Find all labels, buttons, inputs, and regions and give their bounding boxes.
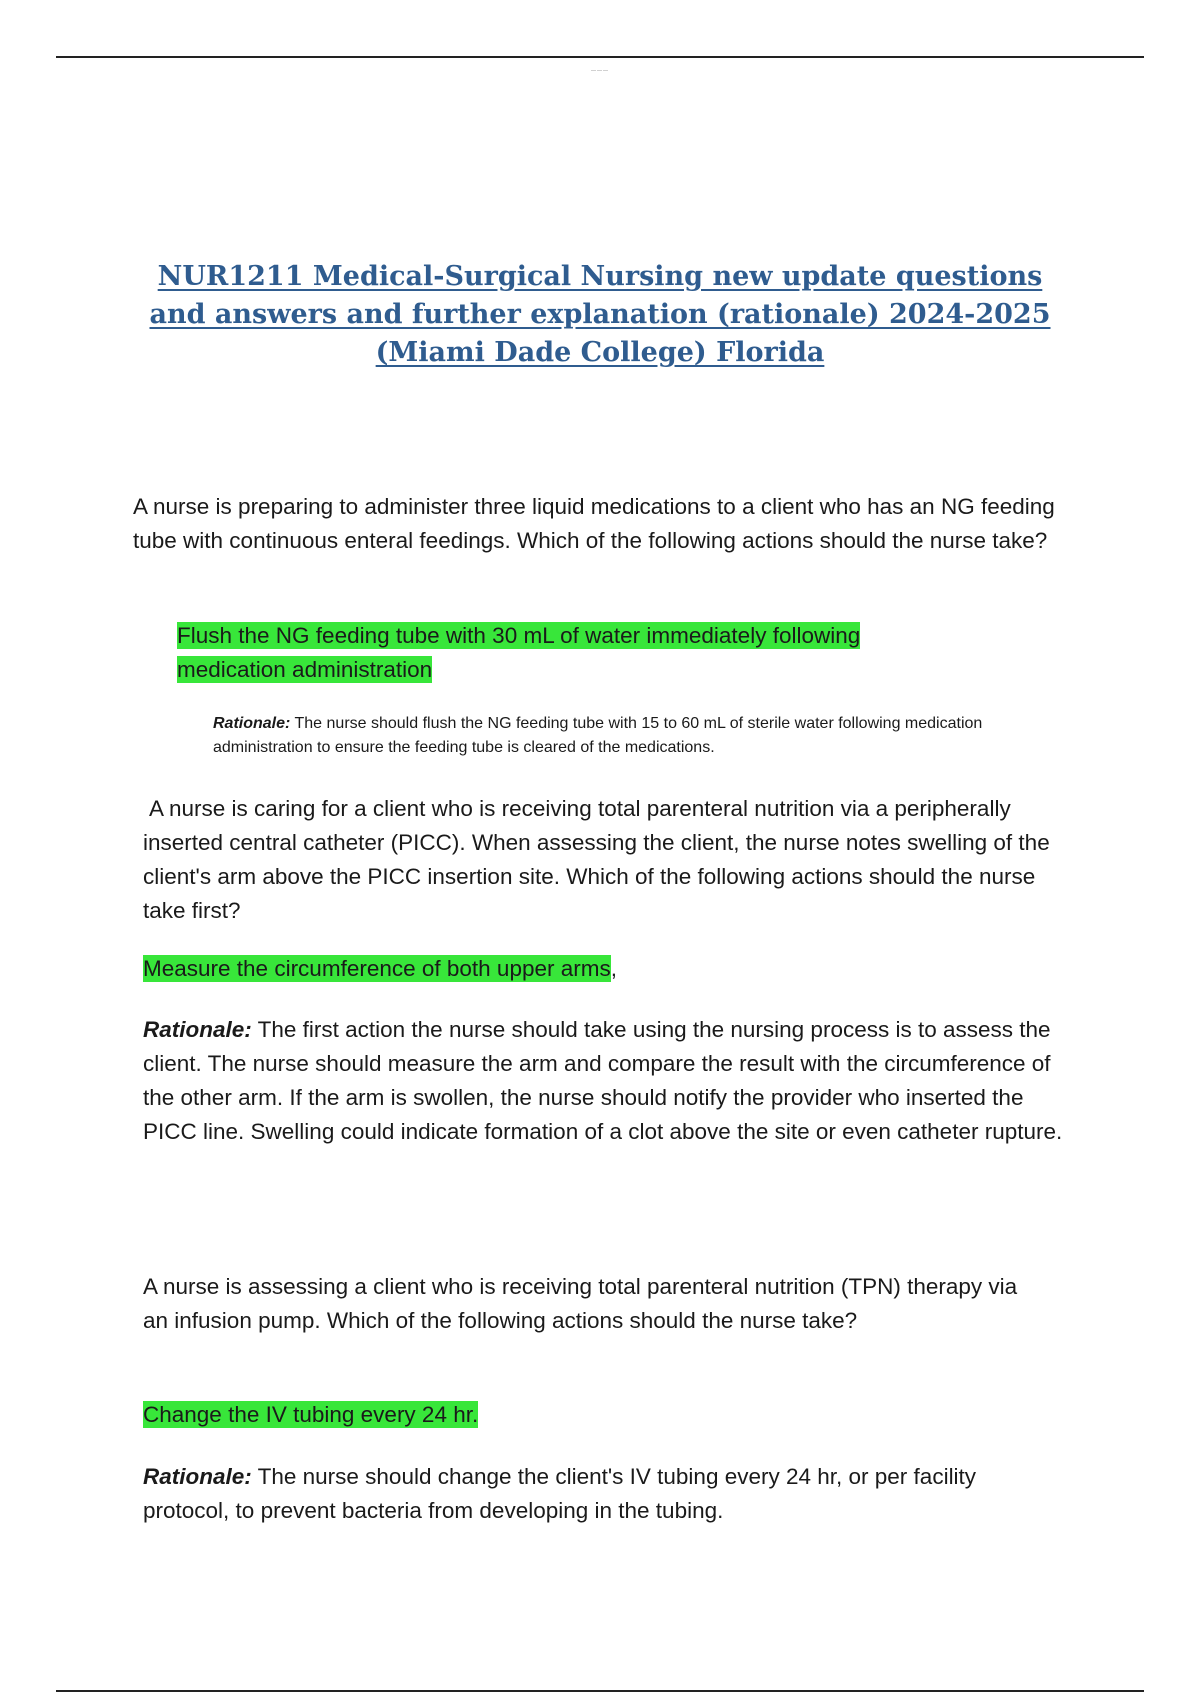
answer-2-highlight: Measure the circumference of both upper arms <box>143 956 611 981</box>
rationale-1 <box>213 712 1013 760</box>
answer-1 <box>177 619 957 687</box>
rationale-1-label: Rationale: <box>213 715 291 732</box>
header-mark: ——— <box>591 68 609 74</box>
answer-3 <box>143 1398 1043 1432</box>
top-rule <box>56 56 1144 58</box>
rationale-3-text: The nurse should change the client's IV tubing every 24 hr, or per facility protocol, to prevent bacteria from developing in the tubing. <box>143 1464 977 1523</box>
bottom-rule <box>56 1690 1144 1692</box>
answer-1-highlight: Flush the NG feeding tube with 30 mL of water immediately following medication administration <box>177 623 861 682</box>
rationale-2-text: The first action the nurse should take using the nursing process is to assess the client. The nurse should measure the arm and compare the result with the circumference of the other arm. If the arm is swollen, the nurse should notify the provider who inserted the PICC line. Swelling could indicate formation of a clot above the site or even catheter rupture. <box>143 1017 1063 1144</box>
question-2-text: A nurse is caring for a client who is receiving total parenteral nutrition via a peripherally inserted central catheter (PICC). When assessing the client, the nurse notes swelling of the client's arm above the PICC insertion site. Which of the following actions should the nurse take first? <box>143 796 1050 923</box>
document-title: NUR1211 Medical-Surgical Nursing new update questions and answers and further explanation (rationale) 2024-2025 (Miami Dade College) Florida <box>149 261 1051 368</box>
rationale-3 <box>143 1460 1023 1528</box>
answer-2 <box>143 952 1043 986</box>
rationale-3-label: Rationale: <box>143 1464 252 1489</box>
rationale-1-text: The nurse should flush the NG feeding tube with 15 to 60 mL of sterile water following medication administration to ensure the feeding tube is cleared of the medications. <box>213 715 983 756</box>
answer-3-highlight: Change the IV tubing every 24 hr. <box>143 1402 479 1427</box>
question-1-text: A nurse is preparing to administer three liquid medications to a client who has an NG feeding tube with continuous enteral feedings. Which of the following actions should the nurse take? <box>133 494 1055 553</box>
answer-2-suffix: , <box>610 956 617 981</box>
question-3-text: A nurse is assessing a client who is receiving total parenteral nutrition (TPN) therapy via an infusion pump. Which of the following actions should the nurse take? <box>143 1274 1018 1333</box>
rationale-2 <box>143 1013 1073 1149</box>
rationale-2-label: Rationale: <box>143 1017 252 1042</box>
